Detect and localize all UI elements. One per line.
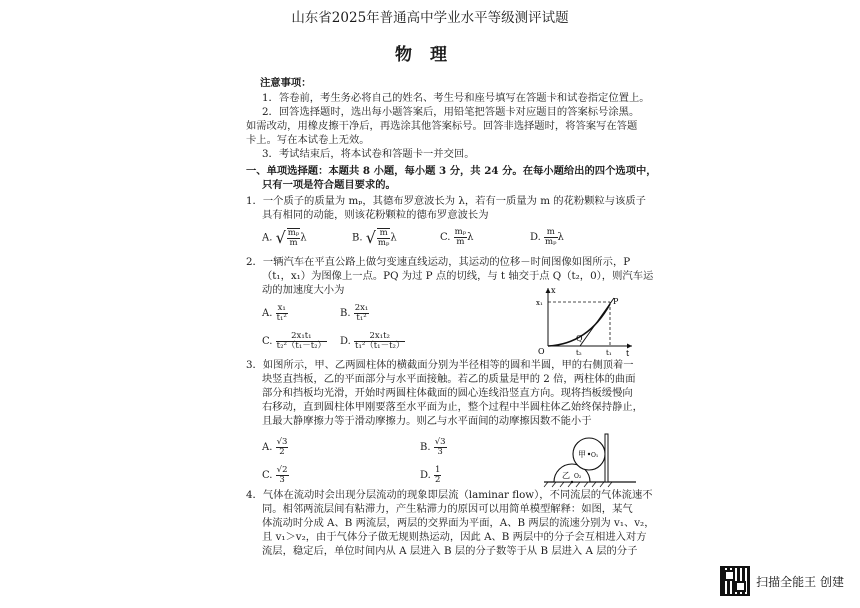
question-2-text: 2．一辆汽车在平直公路上做匀变速直线运动，其运动的位移－时间图像如图所示，P: [246, 256, 631, 268]
center-o2: [571, 481, 573, 483]
q3-option-c: C. $\frac{√2}{3}$: [262, 465, 288, 485]
center-o1: [588, 453, 590, 455]
q2-option-c: C. $\frac{\text{2x₁t₁}}{\text{t₂²（t₁－t₂）}}$: [262, 331, 327, 351]
question-4-text-3: 体流动时分成 A、B 两流层，两层的交界面为平面，A、B 两层的流速分别为 v₁、v₂，: [262, 517, 655, 529]
subject-title: 物理: [395, 45, 465, 65]
x-axis-arrow: [546, 288, 551, 293]
q1-option-b: B. √ $\frac{m}{\text{mₚ}}$ λ: [352, 228, 397, 248]
yi-label: 乙: [562, 471, 570, 480]
notice-item-3: 3．考试结束后，将本试卷和答题卡一并交回。: [262, 148, 475, 160]
o2-label: O₂: [574, 473, 582, 480]
q2-xt-graph: [536, 284, 636, 358]
origin-label: O: [538, 347, 545, 356]
question-3-text-5: 且最大静摩擦力等于滑动摩擦力。则乙与水平面间的动摩擦因数不能小于: [262, 415, 592, 427]
exam-title: 山东省2025年普通高中学业水平等级测评试题: [291, 10, 569, 26]
ground-hatching: [544, 482, 612, 487]
question-3-text-4: 右移动，直到圆柱体甲刚要落至水平面为止，整个过程中半圆柱体乙始终保持静止，: [262, 401, 643, 413]
q1-option-a: A. √ $\frac{\text{mₚ}}{m}$ λ: [262, 228, 307, 248]
section-heading-cont: 只有一项是符合题目要求的。: [262, 179, 396, 191]
scanner-watermark: [720, 566, 844, 596]
t1-label: t₁: [606, 349, 612, 357]
question-3-text-2: 块竖直挡板，乙的平面部分与水平面接触。若乙的质量是甲的 2 倍，两柱体的曲面: [262, 373, 636, 385]
section-heading: 一、单项选择题：本题共 8 小题，每小题 3 分，共 24 分。在每小题给出的四个选项中，: [246, 165, 657, 177]
point-p-label: P: [613, 297, 619, 306]
question-4-text-2: 同。相邻两流层间有粘滞力，产生粘滞力的原因可以用简单模型解释：如图，某气: [262, 503, 633, 515]
question-2-text-cont: （t₁，x₁）为图像上一点。PQ 为过 P 点的切线，与 t 轴交于点 Q（t₂，0），则汽车运: [262, 270, 654, 282]
point-q-label: Q: [576, 334, 583, 343]
q1-option-d: D. $\frac{m}{\text{mₚ}}$ λ: [530, 227, 564, 247]
tangent-line: [580, 298, 614, 346]
q2-option-a: A. $\frac{\text{x₁}}{\text{t₁²}}$: [262, 303, 287, 323]
vertical-baffle: [605, 434, 608, 482]
question-4-text-4: 且 v₁＞v₂，由于气体分子做无规则热运动，因此 A、B 两层中的分子会互相进入对方: [262, 531, 647, 543]
q2-option-d: D. $\frac{\text{2x₁t₂}}{\text{t₁²（t₁－t₂）}}$: [340, 331, 405, 351]
t-axis-arrow: [627, 344, 632, 349]
x1-label: x₁: [536, 299, 543, 307]
notice-heading: 注意事项：: [260, 77, 312, 89]
notice-item-2: 2．回答选择题时，选出每小题答案后，用铅笔把答题卡对应题目的答案标号涂黑。: [262, 106, 640, 118]
question-1-text-cont: 具有相同的动能，则该花粉颗粒的德布罗意波长为: [262, 209, 489, 221]
notice-item-2-cont: 如需改动，用橡皮擦干净后，再选涂其他答案标号。回答非选择题时，将答案写在答题: [246, 120, 638, 132]
question-3-text-3: 部分和挡板均光滑，开始时两圆柱体截面的圆心连线沿竖直方向。现将挡板缓慢向: [262, 387, 633, 399]
q3-option-d: D. $\frac{1}{2}$: [420, 465, 441, 485]
question-2-text-end: 动的加速度大小为: [262, 284, 345, 296]
qr-code-icon: [720, 566, 750, 596]
question-4-text: 4．气体在流动时会出现分层流动的现象即层流（laminar flow），不同流层的气体流速不: [246, 489, 653, 501]
notice-item-1: 1．答卷前，考生务必将自己的姓名、考生号和座号填写在答题卡和试卷指定位置上。: [262, 92, 650, 104]
q3-option-b: B. $\frac{√3}{3}$: [420, 437, 446, 457]
q1-option-c: C. $\frac{\text{mₚ}}{m}$ λ: [440, 227, 474, 247]
t2-label: t₂: [576, 349, 582, 357]
question-3-text: 3．如图所示，甲、乙两圆柱体的横截面分别为半径相等的圆和半圆，甲的右侧顶着一: [246, 359, 634, 371]
question-4-text-5: 流层，稳定后，单位时间内从 A 层进入 B 层的分子数等于从 B 层进入 A 层的分子: [262, 545, 638, 557]
o1-label: O₁: [591, 452, 599, 459]
jia-label: 甲: [578, 450, 586, 459]
watermark-text: 扫描全能王 创建: [756, 574, 844, 589]
t-axis-label: t: [626, 349, 630, 358]
q2-option-b: B. $\frac{\text{2x₁}}{\text{t₁²}}$: [340, 303, 369, 323]
x-axis-label: x: [551, 286, 556, 295]
q3-cylinders-figure: [540, 432, 640, 488]
question-1-text: 1．一个质子的质量为 mₚ，其德布罗意波长为 λ，若有一质量为 m 的花粉颗粒与该质子: [246, 195, 646, 207]
q3-option-a: A. $\frac{√3}{2}$: [262, 437, 288, 457]
notice-item-2-end: 卡上。写在本试卷上无效。: [246, 134, 370, 146]
